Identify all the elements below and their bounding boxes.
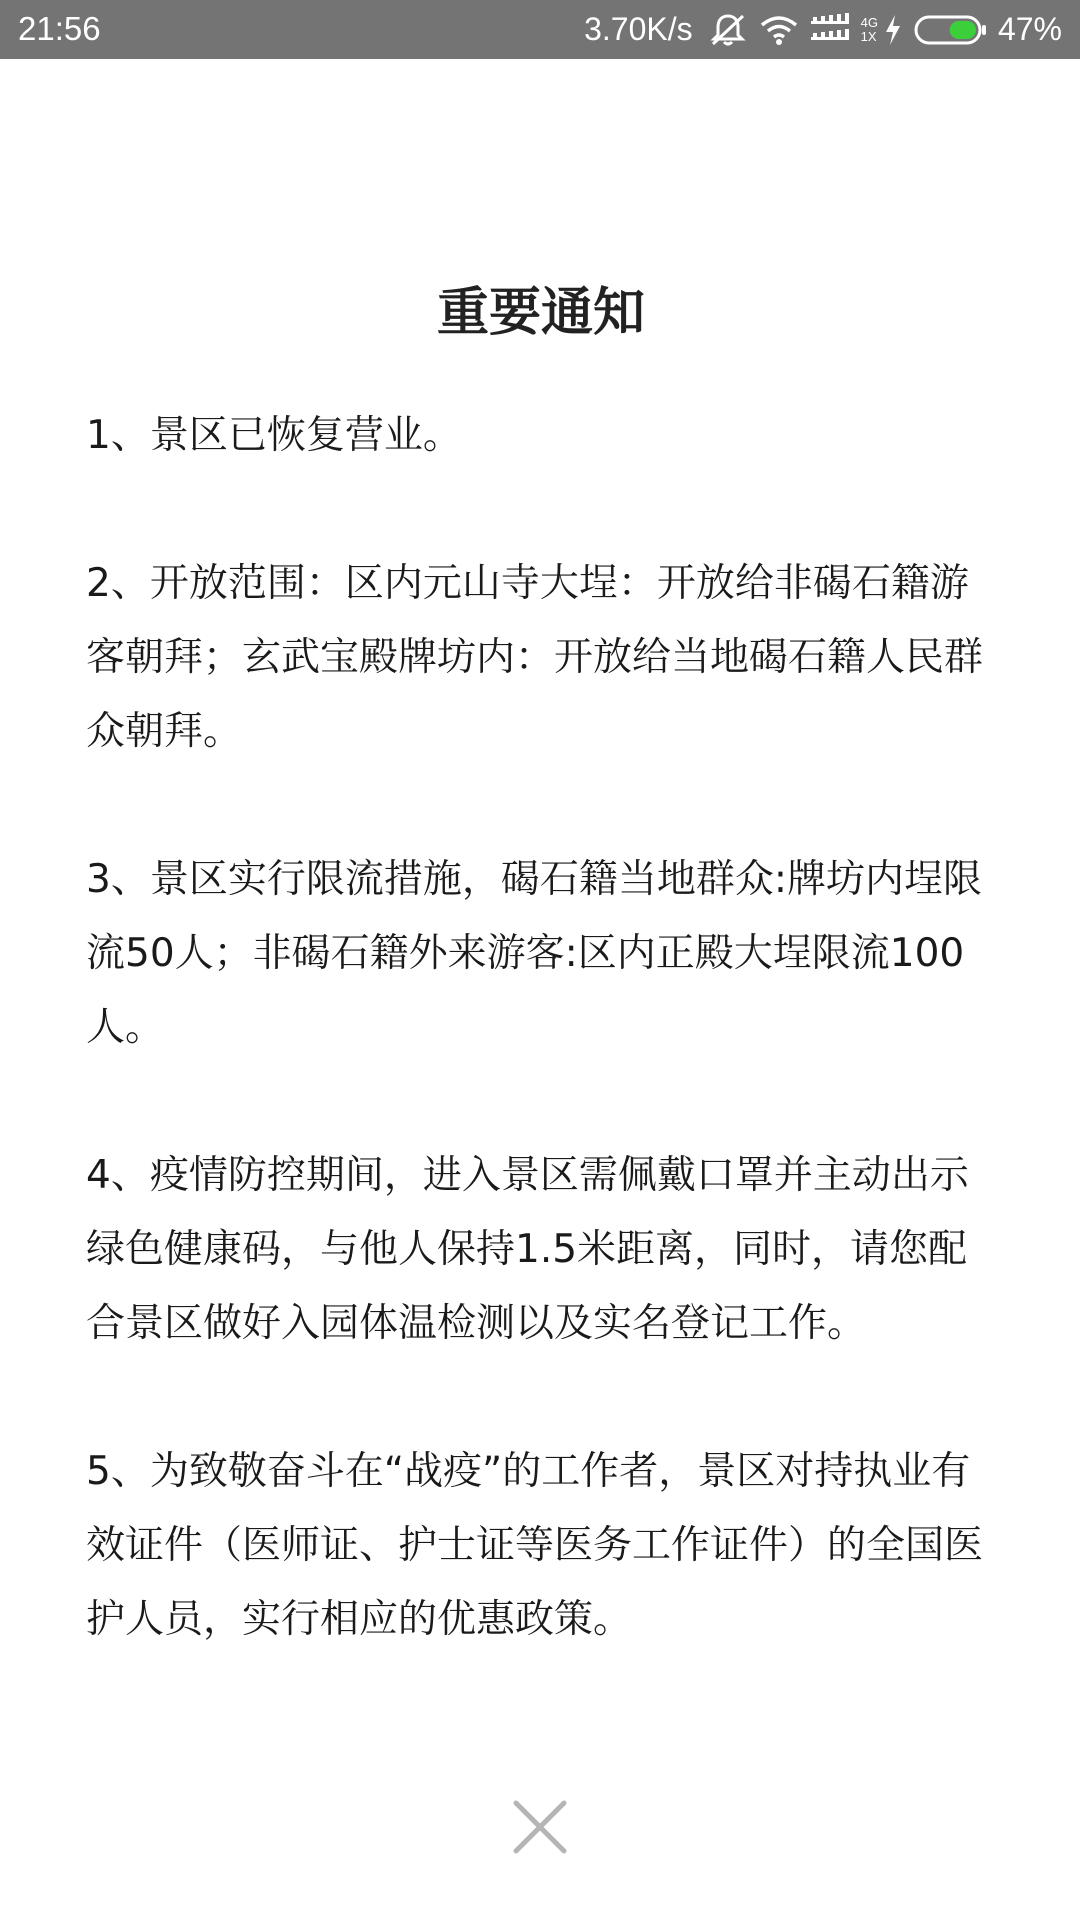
- signal-label-top: 4G: [860, 14, 878, 30]
- notice-item-5: 5、为致敬奋斗在“战疫”的工作者，景区对持执业有效证件（医师证、护士证等医务工作证件）的全国医护人员，实行相应的优惠政策。: [86, 1449, 984, 1642]
- signal-label: [861, 16, 878, 44]
- close-icon: [508, 1795, 572, 1859]
- close-button[interactable]: [508, 1795, 572, 1859]
- notice-item-2: 2、开放范围：区内元山寺大埕：开放给非碣石籍游客朝拜；玄武宝殿牌坊内：开放给当地碣石籍人民群众朝拜。: [86, 561, 984, 754]
- status-bar: [0, 0, 1080, 59]
- network-speed: 3.70K/s: [584, 11, 693, 47]
- notice-item-1: 1、景区已恢复营业。: [86, 413, 462, 458]
- status-right: [584, 0, 1062, 59]
- battery-icon: [914, 15, 988, 45]
- mute-icon: [709, 12, 747, 48]
- signal-label-bottom: 1X: [860, 28, 877, 44]
- notice-title: 重要通知: [436, 283, 645, 343]
- charging-icon: [884, 14, 902, 46]
- status-time: 21:56: [18, 10, 101, 47]
- wifi-icon: [759, 14, 799, 46]
- battery-percent: 47%: [997, 11, 1062, 47]
- notice-item-4: 4、疫情防控期间，进入景区需佩戴口罩并主动出示绿色健康码，与他人保持1.5米距离，同时，请您配合景区做好入园体温检测以及实名登记工作。: [86, 1153, 969, 1346]
- signal-icon: [811, 13, 849, 47]
- battery-fill: [950, 21, 976, 39]
- notice-item-3: 3、景区实行限流措施，碣石籍当地群众:牌坊内埕限流50人；非碣石籍外来游客:区内正殿大埕限流100人。: [86, 857, 982, 1050]
- notice-dialog: [86, 240, 1016, 1731]
